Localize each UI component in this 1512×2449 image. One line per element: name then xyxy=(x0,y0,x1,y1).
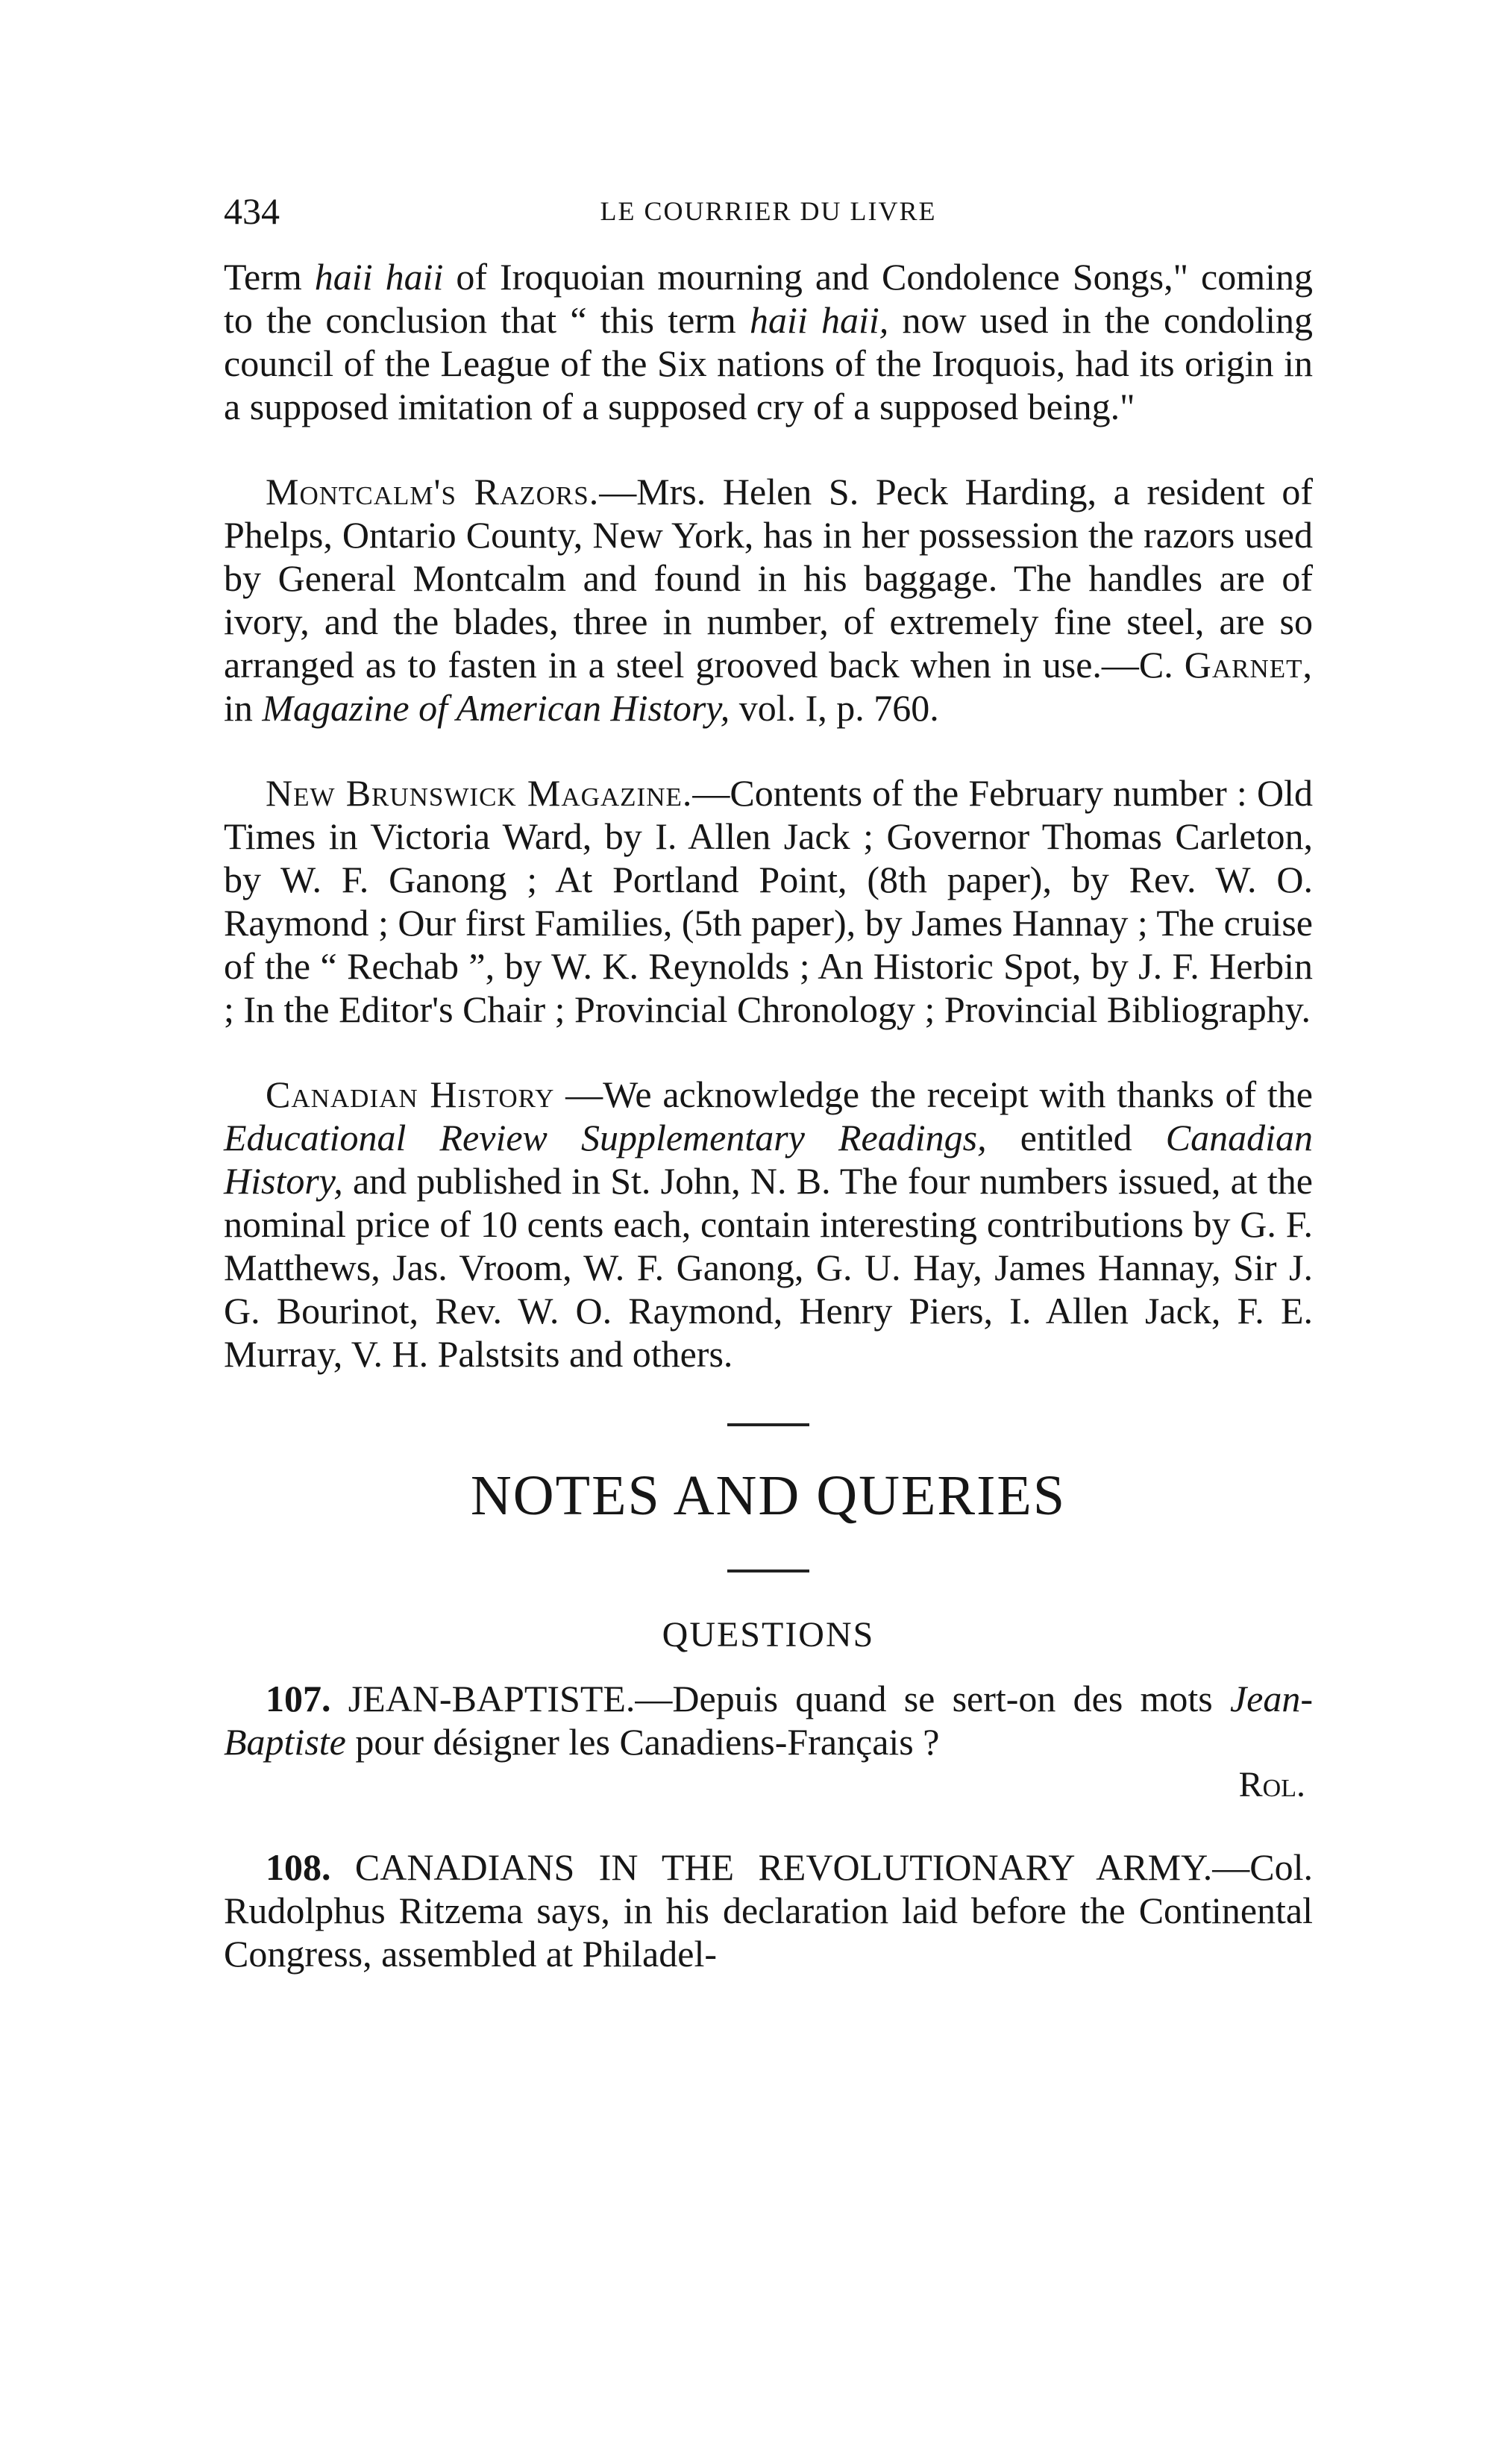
question-107-text-1: JEAN-BAPTISTE.—Depuis quand se sert-on des mots xyxy=(330,1678,1230,1719)
continuation-text-3: now used in the condoling council of the League of the Six nations of the Iroquois, had its origin in a supposed imitation of a supposed cry of a supposed being." xyxy=(224,299,1313,427)
canadian-history-text-3: and published in St. John, N. B. The four numbers issued, at the nominal price of 10 cents each, contain interesting contributions by G. F. Matthews, Jas. Vroom, W. F. Ganong, G. U. Hay, James Hannay, Sir J. G. Bourinot, Rev. W. O. Raymond, Henry Piers, I. Allen Jack, F. E. Murray, V. H. Palstsits and others. xyxy=(224,1160,1313,1375)
montcalm-citation: vol. I, p. 760. xyxy=(730,687,939,729)
running-head xyxy=(224,186,1313,239)
question-107 xyxy=(224,1677,1313,1763)
question-107-signature: Rol. xyxy=(1238,1765,1305,1804)
title-divider xyxy=(727,1570,809,1572)
canadian-history-text-1: —We acknowledge the receipt with thanks of the xyxy=(554,1073,1313,1115)
montcalm-body: —Mrs. Helen S. Peck Harding, a resident of Phelps, Ontario County, New York, has in her possession the razors used by General Montcalm and found in his baggage. The handles are of ivory, and the blades, three in number, of extremely fine steel, are so arranged as to fasten in a steel grooved back when in use.—C. xyxy=(224,471,1313,686)
book-page xyxy=(224,186,1313,1975)
brunswick-paragraph xyxy=(224,771,1313,1031)
canadian-history-paragraph xyxy=(224,1073,1313,1376)
continuation-text-1: Term xyxy=(224,256,315,298)
paragraph-gap xyxy=(224,1807,1313,1846)
paragraph-gap xyxy=(224,428,1313,470)
paragraph-gap xyxy=(224,730,1313,771)
brunswick-heading: New Brunswick Magazine. xyxy=(266,772,693,814)
question-107-number: 107. xyxy=(266,1678,331,1719)
notes-and-queries-title: NOTES AND QUERIES xyxy=(470,1464,1067,1527)
question-107-text-2: pour désigner les Canadiens-Français ? xyxy=(345,1721,940,1763)
paragraph-gap xyxy=(224,1031,1313,1073)
continuation-text-2: of Iroquoian mourning and Condolence Songs," coming to the conclusion that “ this term xyxy=(224,256,1313,341)
canadian-history-title: Canadian History, xyxy=(224,1117,1314,1202)
canadian-history-heading: Canadian History xyxy=(266,1073,555,1115)
continuation-paragraph xyxy=(224,255,1313,428)
montcalm-author: Garnet, xyxy=(1184,644,1313,686)
journal-title: LE COURRIER DU LIVRE xyxy=(600,196,937,226)
questions-heading: QUESTIONS xyxy=(662,1615,875,1655)
page-number: 434 xyxy=(224,190,280,232)
montcalm-paragraph xyxy=(224,470,1313,730)
montcalm-source: Magazine of American History, xyxy=(262,687,730,729)
question-108-number: 108. xyxy=(266,1846,331,1888)
montcalm-in: in xyxy=(224,687,263,729)
section-divider xyxy=(727,1423,809,1426)
jean-baptiste-term: Jean-Baptiste xyxy=(224,1678,1313,1763)
question-108-text: CANADIANS IN THE REVOLUTIONARY ARMY.—Col. Rudolphus Ritzema says, in his declaration laid before the Continental Congress, assembled at Philadel- xyxy=(224,1846,1313,1975)
educational-review-title: Educational Review Supplementary Readings, xyxy=(224,1117,987,1158)
canadian-history-text-2: entitled xyxy=(986,1117,1166,1158)
question-108 xyxy=(224,1846,1313,1975)
haii-term-1: haii haii xyxy=(314,256,444,298)
haii-term-2: haii haii, xyxy=(750,299,889,341)
montcalm-heading: Montcalm's Razors. xyxy=(266,471,600,512)
brunswick-body: —Contents of the February number : Old Times in Victoria Ward, by I. Allen Jack ; Governor Thomas Carleton, by W. F. Ganong ; At Portland Point, (8th paper), by Rev. W. O. Raymond ; Our first Families, (5th paper), by James Hannay ; The cruise of the “ Rechab ”, by W. K. Reynolds ; An Historic Spot, by J. F. Herbin ; In the Editor's Chair ; Provincial Chronology ; Provincial Bibliography. xyxy=(224,772,1313,1030)
